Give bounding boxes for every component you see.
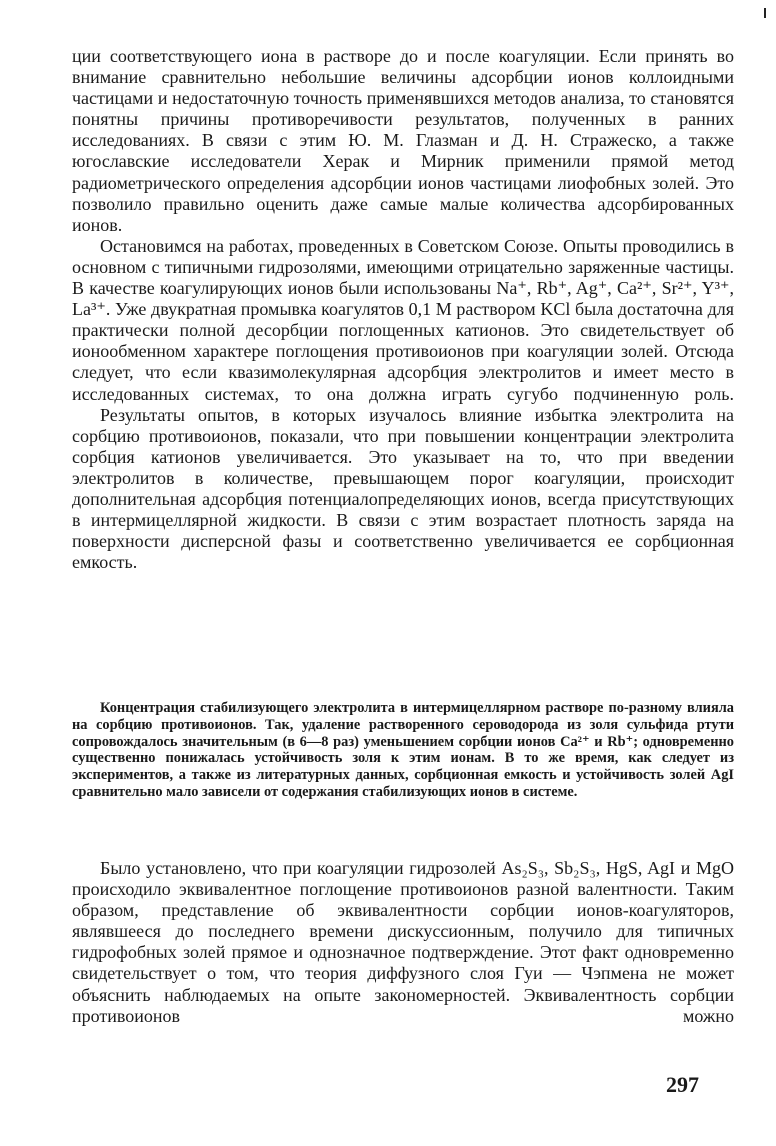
small-print-block [72, 700, 734, 801]
small-print-paragraph: Концентрация стабилизующего электролита в интермицеллярном растворе по-разному влияла на сорбцию противоионов. Так, удаление растворенного сероводорода из золя сульфида ртути сопровождалось значительным (в 6—8 раз) уменьшением сорбции ионов Ca²⁺ и Rb⁺; одновременно существенно понижалась устойчивость золя к этим ионам. В то же время, как следует из экспериментов, а также из литературных данных, сорбционная емкость и устойчивость золей AgI сравнительно мало зависели от содержания стабилизующих ионов в системе. [72, 700, 734, 800]
scan-mark [764, 8, 766, 18]
paragraph-continuation: ции соответствующего иона в растворе до и после коагуляции. Если принять во внимание сравнительно небольшие величины адсорбции ионов коллоидными частицами и недостаточную точность применявшихся методов анализа, то становятся понятны причины противоречивости результатов, полученных в ранних исследованиях. В связи с этим Ю. М. Глазман и Д. Н. Стражеско, а также югославские исследователи Херак и Мирник применили прямой метод радиометрического определения адсорбции ионов частицами лиофобных золей. Это позволило правильно оценить даже самые малые количества адсорбированных ионов. [72, 46, 734, 235]
page-number: 297 [666, 1072, 699, 1097]
main-text-lower [72, 858, 734, 1027]
paragraph-equivalence: Было установлено, что при коагуляции гидрозолей As₂S₃, Sb₂S₃, HgS, AgI и MgO происходило эквивалентное поглощение противоионов разной валентности. Таким образом, представление об эквивалентности сорбции ионов-коагуляторов, являвшееся до последнего времени дискуссионным, получило для типичных гидрофобных золей прямое и однозначное подтверждение. Этот факт одновременно свидетельствует о том, что теория диффузного слоя Гуи — Чэпмена не может объяснить наблюдаемых на опыте закономерностей. Эквивалентность сорбции противоионов можно [72, 858, 734, 1026]
paragraph-results: Результаты опытов, в которых изучалось влияние избытка электролита на сорбцию противоионов, показали, что при повышении концентрации электролита сорбция катионов увеличивается. Это указывает на то, что при введении электролитов в количестве, превышающем порог коагуляции, происходит дополнительная адсорбция потенциалопределяющих ионов, всегда присутствующих в интермицеллярной жидкости. В связи с этим возрастает плотность заряда на поверхности дисперсной фазы и соответственно увеличивается ее сорбционная емкость. [72, 404, 734, 573]
paragraph-soviet-works: Остановимся на работах, проведенных в Советском Союзе. Опыты проводились в основном с типичными гидрозолями, имеющими отрицательно заряженные частицы. В качестве коагулирующих ионов были использованы Na⁺, Rb⁺, Ag⁺, Ca²⁺, Sr²⁺, Y³⁺, La³⁺. Уже двукратная промывка коагулятов 0,1 М раствором KCl была достаточна для практически полной десорбции поглощенных катионов. Это свидетельствует об ионообменном характере поглощения противоионов при коагуляции золей. Отсюда следует, что если квазимолекулярная адсорбция электролитов и имеет место в исследованных системах, то она должна играть сугубо подчиненную роль. [72, 235, 734, 404]
main-text-upper [72, 46, 734, 573]
